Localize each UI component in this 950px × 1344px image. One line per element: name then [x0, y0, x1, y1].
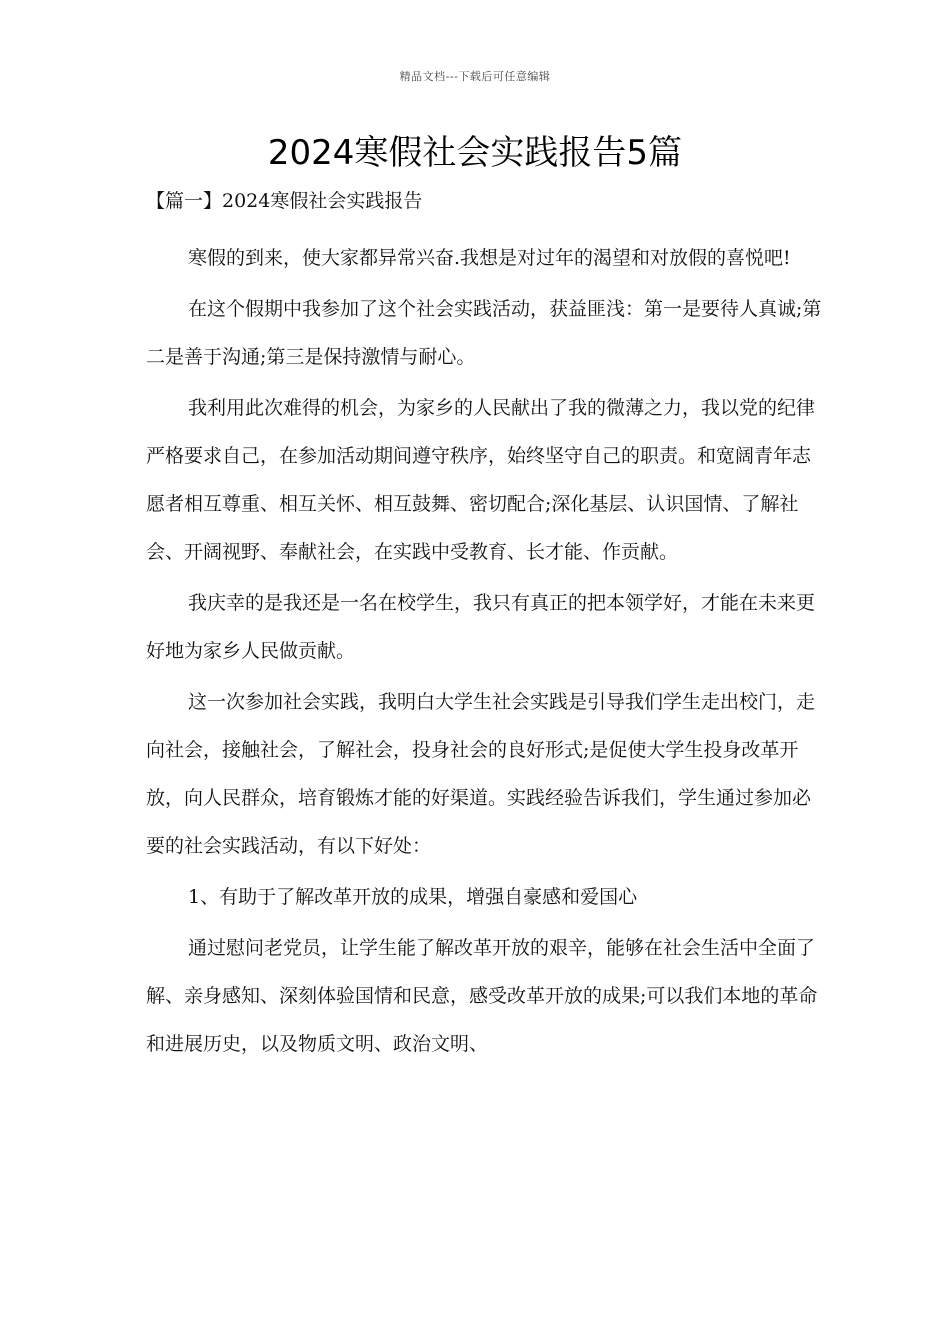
paragraph: 通过慰问老党员，让学生能了解改革开放的艰辛，能够在社会生活中全面了解、亲身感知、深刻体验国情和民意，感受改革开放的成果;可以我们本地的革命和进展历史，以及物质文明、政治文明、 — [146, 937, 818, 1055]
paragraph: 我利用此次难得的机会，为家乡的人民献出了我的微薄之力，我以党的纪律严格要求自己，在参加活动期间遵守秩序，始终坚守自己的职责。和宽阔青年志愿者相互尊重、相互关怀、相互鼓舞、密切配合;深化基层、认识国情、了解社会、开阔视野、奉献社会，在实践中受教育、长才能、作贡献。 — [146, 397, 816, 563]
section-heading: 【篇一】2024寒假社会实践报告 — [146, 190, 423, 212]
page-title: 2024寒假社会实践报告5篇 — [267, 133, 683, 173]
list-heading: 1、有助于了解改革开放的成果，增强自豪感和爱国心 — [188, 886, 638, 908]
paragraph: 这一次参加社会实践，我明白大学生社会实践是引导我们学生走出校门，走向社会，接触社会，了解社会，投身社会的良好形式;是促使大学生投身改革开放，向人民群众，培育锻炼才能的好渠道。实践经验告诉我们，学生通过参加必要的社会实践活动，有以下好处： — [146, 691, 816, 857]
header-note: 精品文档---下载后可任意编辑 — [399, 70, 551, 83]
document-body — [146, 234, 826, 1071]
paragraph: 在这个假期中我参加了这个社会实践活动，获益匪浅：第一是要待人真诚;第二是善于沟通;第三是保持激情与耐心。 — [146, 298, 822, 368]
paragraph: 寒假的到来，使大家都异常兴奋.我想是对过年的渴望和对放假的喜悦吧! — [188, 247, 791, 269]
paragraph: 我庆幸的是我还是一名在校学生，我只有真正的把本领学好，才能在未来更好地为家乡人民做贡献。 — [146, 592, 816, 662]
